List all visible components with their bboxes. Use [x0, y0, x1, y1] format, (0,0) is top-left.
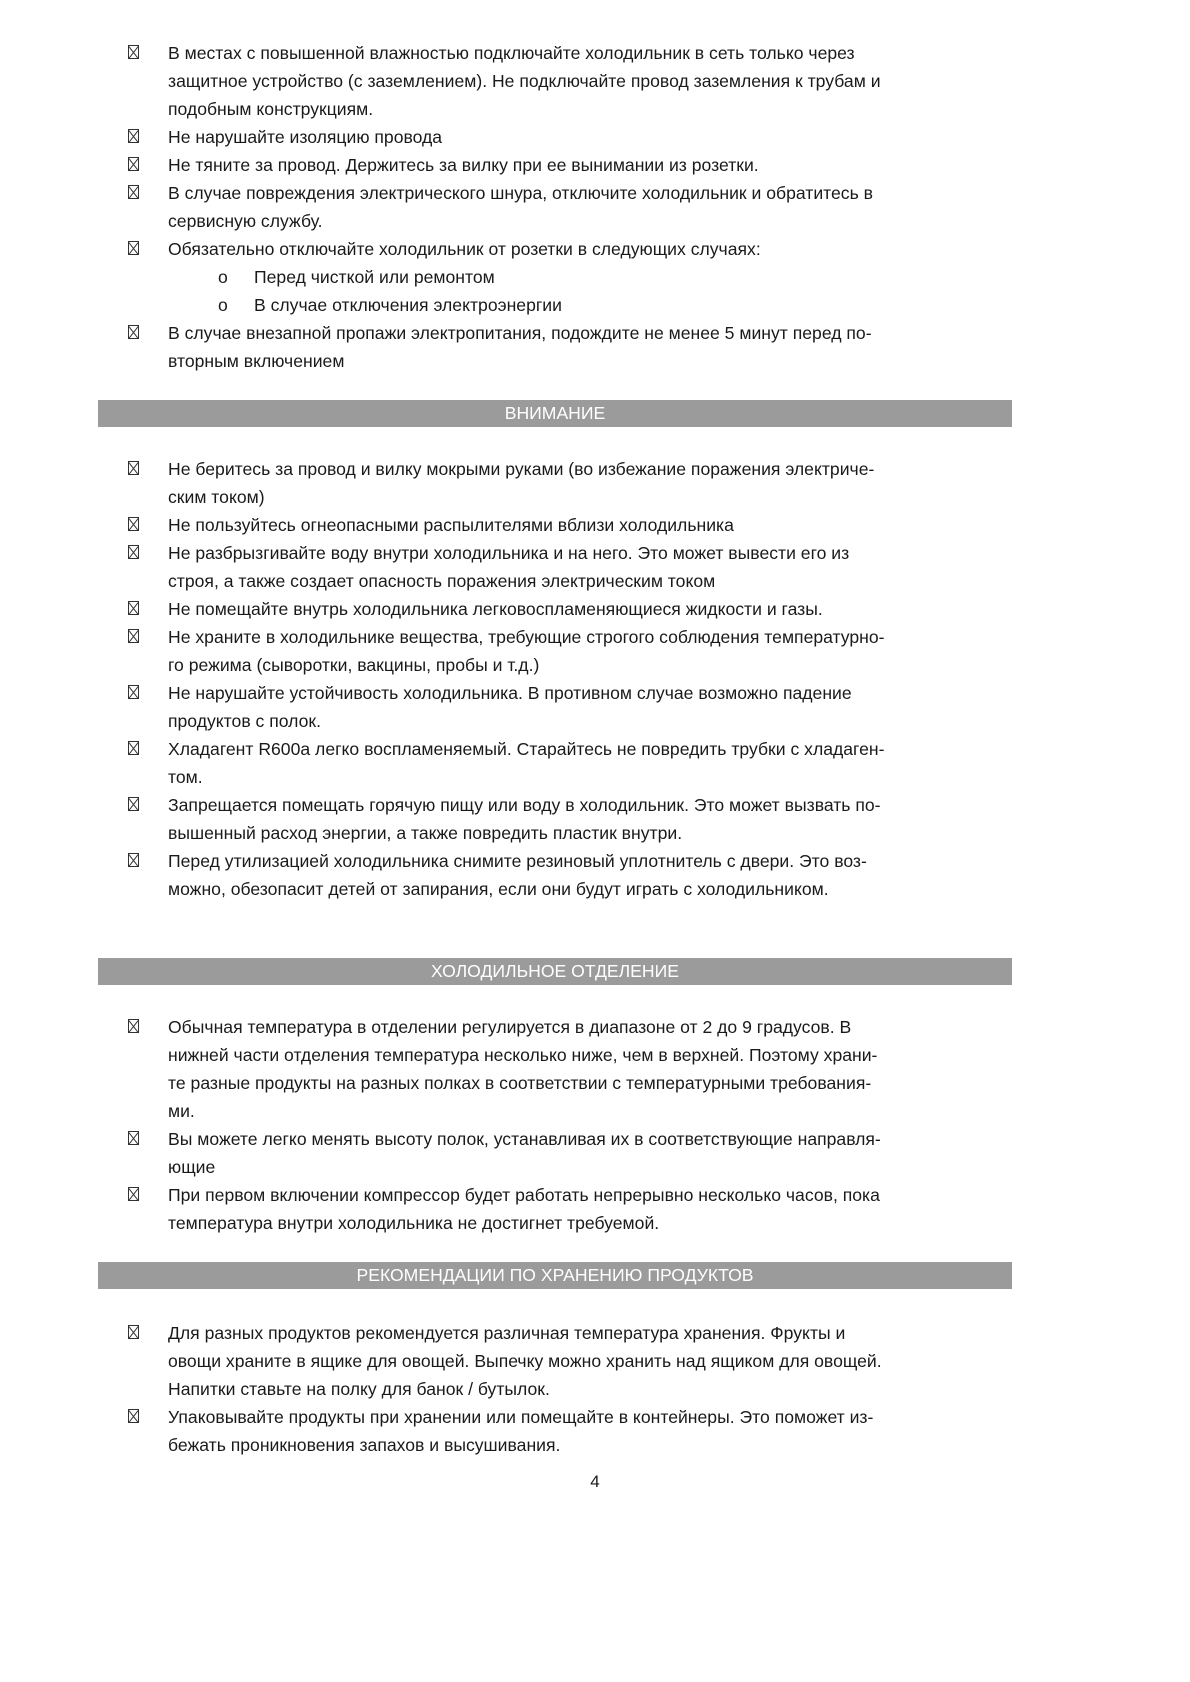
- bullet-icon: [128, 185, 139, 199]
- list-item-text: Вы можете легко менять высоту полок, устанавливая их в соответствующие направля- ющие: [168, 1129, 881, 1177]
- bullet-icon: [128, 601, 139, 615]
- list-item: [0, 1013, 1190, 1125]
- list-item-text: При первом включении компрессор будет работать непрерывно несколько часов, пока температура внутри холодильника не достигнет требуемой.: [168, 1185, 880, 1233]
- bullet-icon: [128, 325, 139, 339]
- sub-list-item-text: Перед чисткой или ремонтом: [254, 267, 495, 287]
- attention-list: [0, 455, 1190, 903]
- bullet-icon: [128, 741, 139, 755]
- list-item-text: В местах с повышенной влажностью подключайте холодильник в сеть только через защитное устройство (с заземлением). Не подключайте провод заземления к трубам и подобным конструкциям.: [168, 43, 881, 119]
- list-item-text: Упаковывайте продукты при хранении или помещайте в контейнеры. Это поможет из- бежать проникновения запахов и высушивания.: [168, 1407, 874, 1455]
- circle-bullet-icon: o: [218, 295, 228, 315]
- list-item: [0, 455, 1190, 511]
- list-item: [0, 511, 1190, 539]
- list-item-text: Обычная температура в отделении регулируется в диапазоне от 2 до 9 градусов. В нижней части отделения температура несколько ниже, чем в верхней. Поэтому храни- те разные продукты на разных полках в соответствии с температурными требования- ми.: [168, 1017, 878, 1121]
- bullet-icon: [128, 853, 139, 867]
- list-item-text: Не беритесь за провод и вилку мокрыми руками (во избежание поражения электриче- ским током): [168, 459, 875, 507]
- bullet-icon: [128, 685, 139, 699]
- bullet-icon: [128, 157, 139, 171]
- list-item-text: Не помещайте внутрь холодильника легковоспламеняющиеся жидкости и газы.: [168, 599, 823, 619]
- list-item: [0, 847, 1190, 903]
- list-item: [0, 39, 1190, 123]
- list-item: [0, 123, 1190, 151]
- list-item: [0, 179, 1190, 235]
- sub-list-item: [218, 263, 1190, 291]
- list-item-text: Не нарушайте изоляцию провода: [168, 127, 443, 147]
- list-item-text: Запрещается помещать горячую пищу или воду в холодильник. Это может вызвать по- вышенный расход энергии, а также повредить пластик внутри.: [168, 795, 881, 843]
- list-item: [0, 595, 1190, 623]
- section-header-fridge-compartment: ХОЛОДИЛЬНОЕ ОТДЕЛЕНИЕ: [98, 958, 1012, 985]
- list-item-text: Не нарушайте устойчивость холодильника. В противном случае возможно падение продуктов с полок.: [168, 683, 852, 731]
- circle-bullet-icon: o: [218, 267, 228, 287]
- list-item: [0, 539, 1190, 595]
- list-item-text: Не тяните за провод. Держитесь за вилку при ее вынимании из розетки.: [168, 155, 759, 175]
- section-header-attention: ВНИМАНИЕ: [98, 400, 1012, 427]
- bullet-icon: [128, 461, 139, 475]
- bullet-icon: [128, 1019, 139, 1033]
- bullet-icon: [128, 1325, 139, 1339]
- storage-recommendations-list: [0, 1319, 1190, 1459]
- bullet-icon: [128, 797, 139, 811]
- bullet-icon: [128, 545, 139, 559]
- list-item: [0, 1403, 1190, 1459]
- list-item-text: Перед утилизацией холодильника снимите резиновый уплотнитель с двери. Это воз- можно, обезопасит детей от запирания, если они будут играть с холодильником.: [168, 851, 867, 899]
- list-item: [0, 623, 1190, 679]
- list-item-text: Не разбрызгивайте воду внутри холодильника и на него. Это может вывести его из строя, а также создает опасность поражения электрическим током: [168, 543, 850, 591]
- list-item-text: Хладагент R600a легко воспламеняемый. Старайтесь не повредить трубки с хладаген- том.: [168, 739, 885, 787]
- bullet-icon: [128, 1409, 139, 1423]
- section-header-storage-recommendations: РЕКОМЕНДАЦИИ ПО ХРАНЕНИЮ ПРОДУКТОВ: [98, 1262, 1012, 1289]
- list-item: [0, 235, 1190, 263]
- list-item: [0, 1319, 1190, 1403]
- list-item: [0, 791, 1190, 847]
- sub-list-item: [218, 291, 1190, 319]
- list-item-text: Обязательно отключайте холодильник от розетки в следующих случаях:: [168, 239, 761, 259]
- list-item-text: Не пользуйтесь огнеопасными распылителями вблизи холодильника: [168, 515, 734, 535]
- page-number: 4: [590, 1472, 600, 1491]
- bullet-icon: [128, 1187, 139, 1201]
- fridge-compartment-list: [0, 1013, 1190, 1237]
- list-item: [0, 151, 1190, 179]
- bullet-icon: [128, 45, 139, 59]
- list-item-text: Для разных продуктов рекомендуется различная температура хранения. Фрукты и овощи храните в ящике для овощей. Выпечку можно хранить над ящиком для овощей. Напитки ставьте на полку для банок / бутылок.: [168, 1323, 882, 1399]
- bullet-icon: [128, 517, 139, 531]
- bullet-icon: [128, 1131, 139, 1145]
- list-item: [0, 1181, 1190, 1237]
- safety-list: [0, 39, 1190, 375]
- list-item-text: В случае повреждения электрического шнура, отключите холодильник и обратитесь в сервисную службу.: [168, 183, 873, 231]
- list-item: [0, 319, 1190, 375]
- list-item: [0, 1125, 1190, 1181]
- list-item: [0, 735, 1190, 791]
- list-item-text: Не храните в холодильнике вещества, требующие строгого соблюдения температурно- го режима (сыворотки, вакцины, пробы и т.д.): [168, 627, 885, 675]
- bullet-icon: [128, 629, 139, 643]
- bullet-icon: [128, 241, 139, 255]
- sub-list-item-text: В случае отключения электроэнергии: [254, 295, 562, 315]
- list-item-text: В случае внезапной пропажи электропитания, подождите не менее 5 минут перед по- вторным включением: [168, 323, 872, 371]
- bullet-icon: [128, 129, 139, 143]
- list-item: [0, 679, 1190, 735]
